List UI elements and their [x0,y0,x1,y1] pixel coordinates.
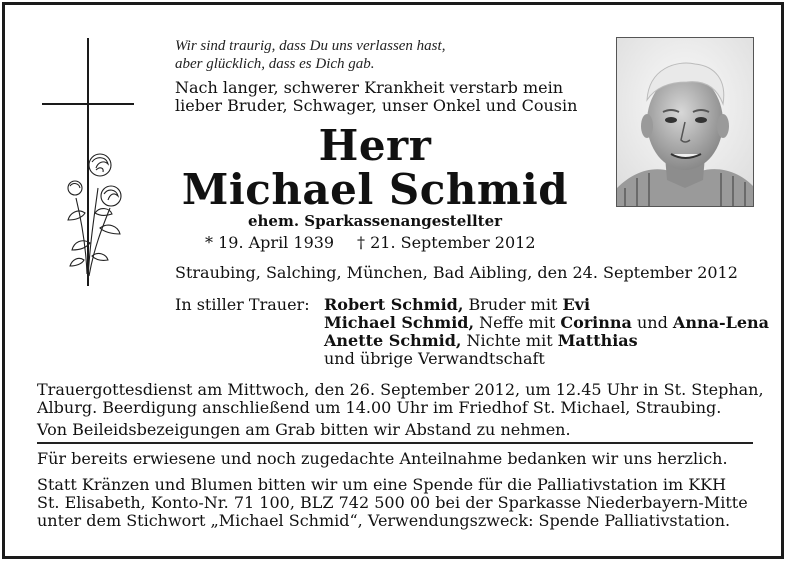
mourner-row [324,314,769,332]
occupation: ehem. Sparkassenangestellter [247,212,503,230]
mourner-row [324,332,638,350]
intro-line-2: lieber Bruder, Schwager, unser Onkel und Cousin [175,96,578,115]
mourner-relation: Neffe mit [474,313,561,332]
portrait-drawing [617,38,753,206]
divider [37,442,753,444]
mourner-partner-2: Anna-Lena [672,313,770,332]
deceased-name: Michael Schmid [181,165,569,214]
mourner-name: Robert Schmid, [324,295,464,314]
quote-line-2: aber glücklich, dass es Dich gab. [175,56,375,72]
service-line-2: Alburg. Beerdigung anschließend um 14.00 Uhr im Friedhof St. Michael, Straubing. [37,398,722,417]
place-date: Straubing, Salching, München, Bad Aibling, den 24. September 2012 [175,263,738,282]
portrait-photo [616,37,754,207]
mourner-name: Michael Schmid, [324,313,475,332]
mourner-row [324,296,590,314]
donation-line-1: Statt Kränzen und Blumen bitten wir um eine Spende für die Palliativstation im KKH [37,475,727,494]
salutation: Herr [318,121,432,170]
mourner-relation: Nichte mit [461,331,558,350]
death-date: † 21. September 2012 [357,233,536,252]
service-line-1: Trauergottesdienst am Mittwoch, den 26. September 2012, um 12.45 Uhr in St. Stephan, [37,380,764,399]
mourner-partner: Corinna [560,313,632,332]
mourner-name: Anette Schmid, [324,331,462,350]
donation-line-3: unter dem Stichwort „Michael Schmid“, Verwendungszweck: Spende Palliativstation. [37,511,731,530]
service-line-3: Von Beileidsbezeigungen am Grab bitten wir Abstand zu nehmen. [37,420,571,439]
quote-line-1: Wir sind traurig, dass Du uns verlassen hast, [175,38,446,54]
mourner-partner: Evi [562,295,591,314]
thanks-text: Für bereits erwiesene und noch zugedachte Anteilnahme bedanken wir uns herzlich. [37,449,728,468]
mourner-relation-2: und [631,313,673,332]
mourner-relation: Bruder mit [463,295,563,314]
donation-line-2: St. Elisabeth, Konto-Nr. 71 100, BLZ 742 500 00 bei der Sparkasse Niederbayern-Mitte [37,493,748,512]
mourners-others: und übrige Verwandtschaft [324,349,545,368]
mourner-partner: Matthias [557,331,638,350]
intro-line-1: Nach langer, schwerer Krankheit verstarb mein [175,78,564,97]
birth-date: * 19. April 1939 [205,233,335,252]
mourners-label: In stiller Trauer: [175,295,310,314]
